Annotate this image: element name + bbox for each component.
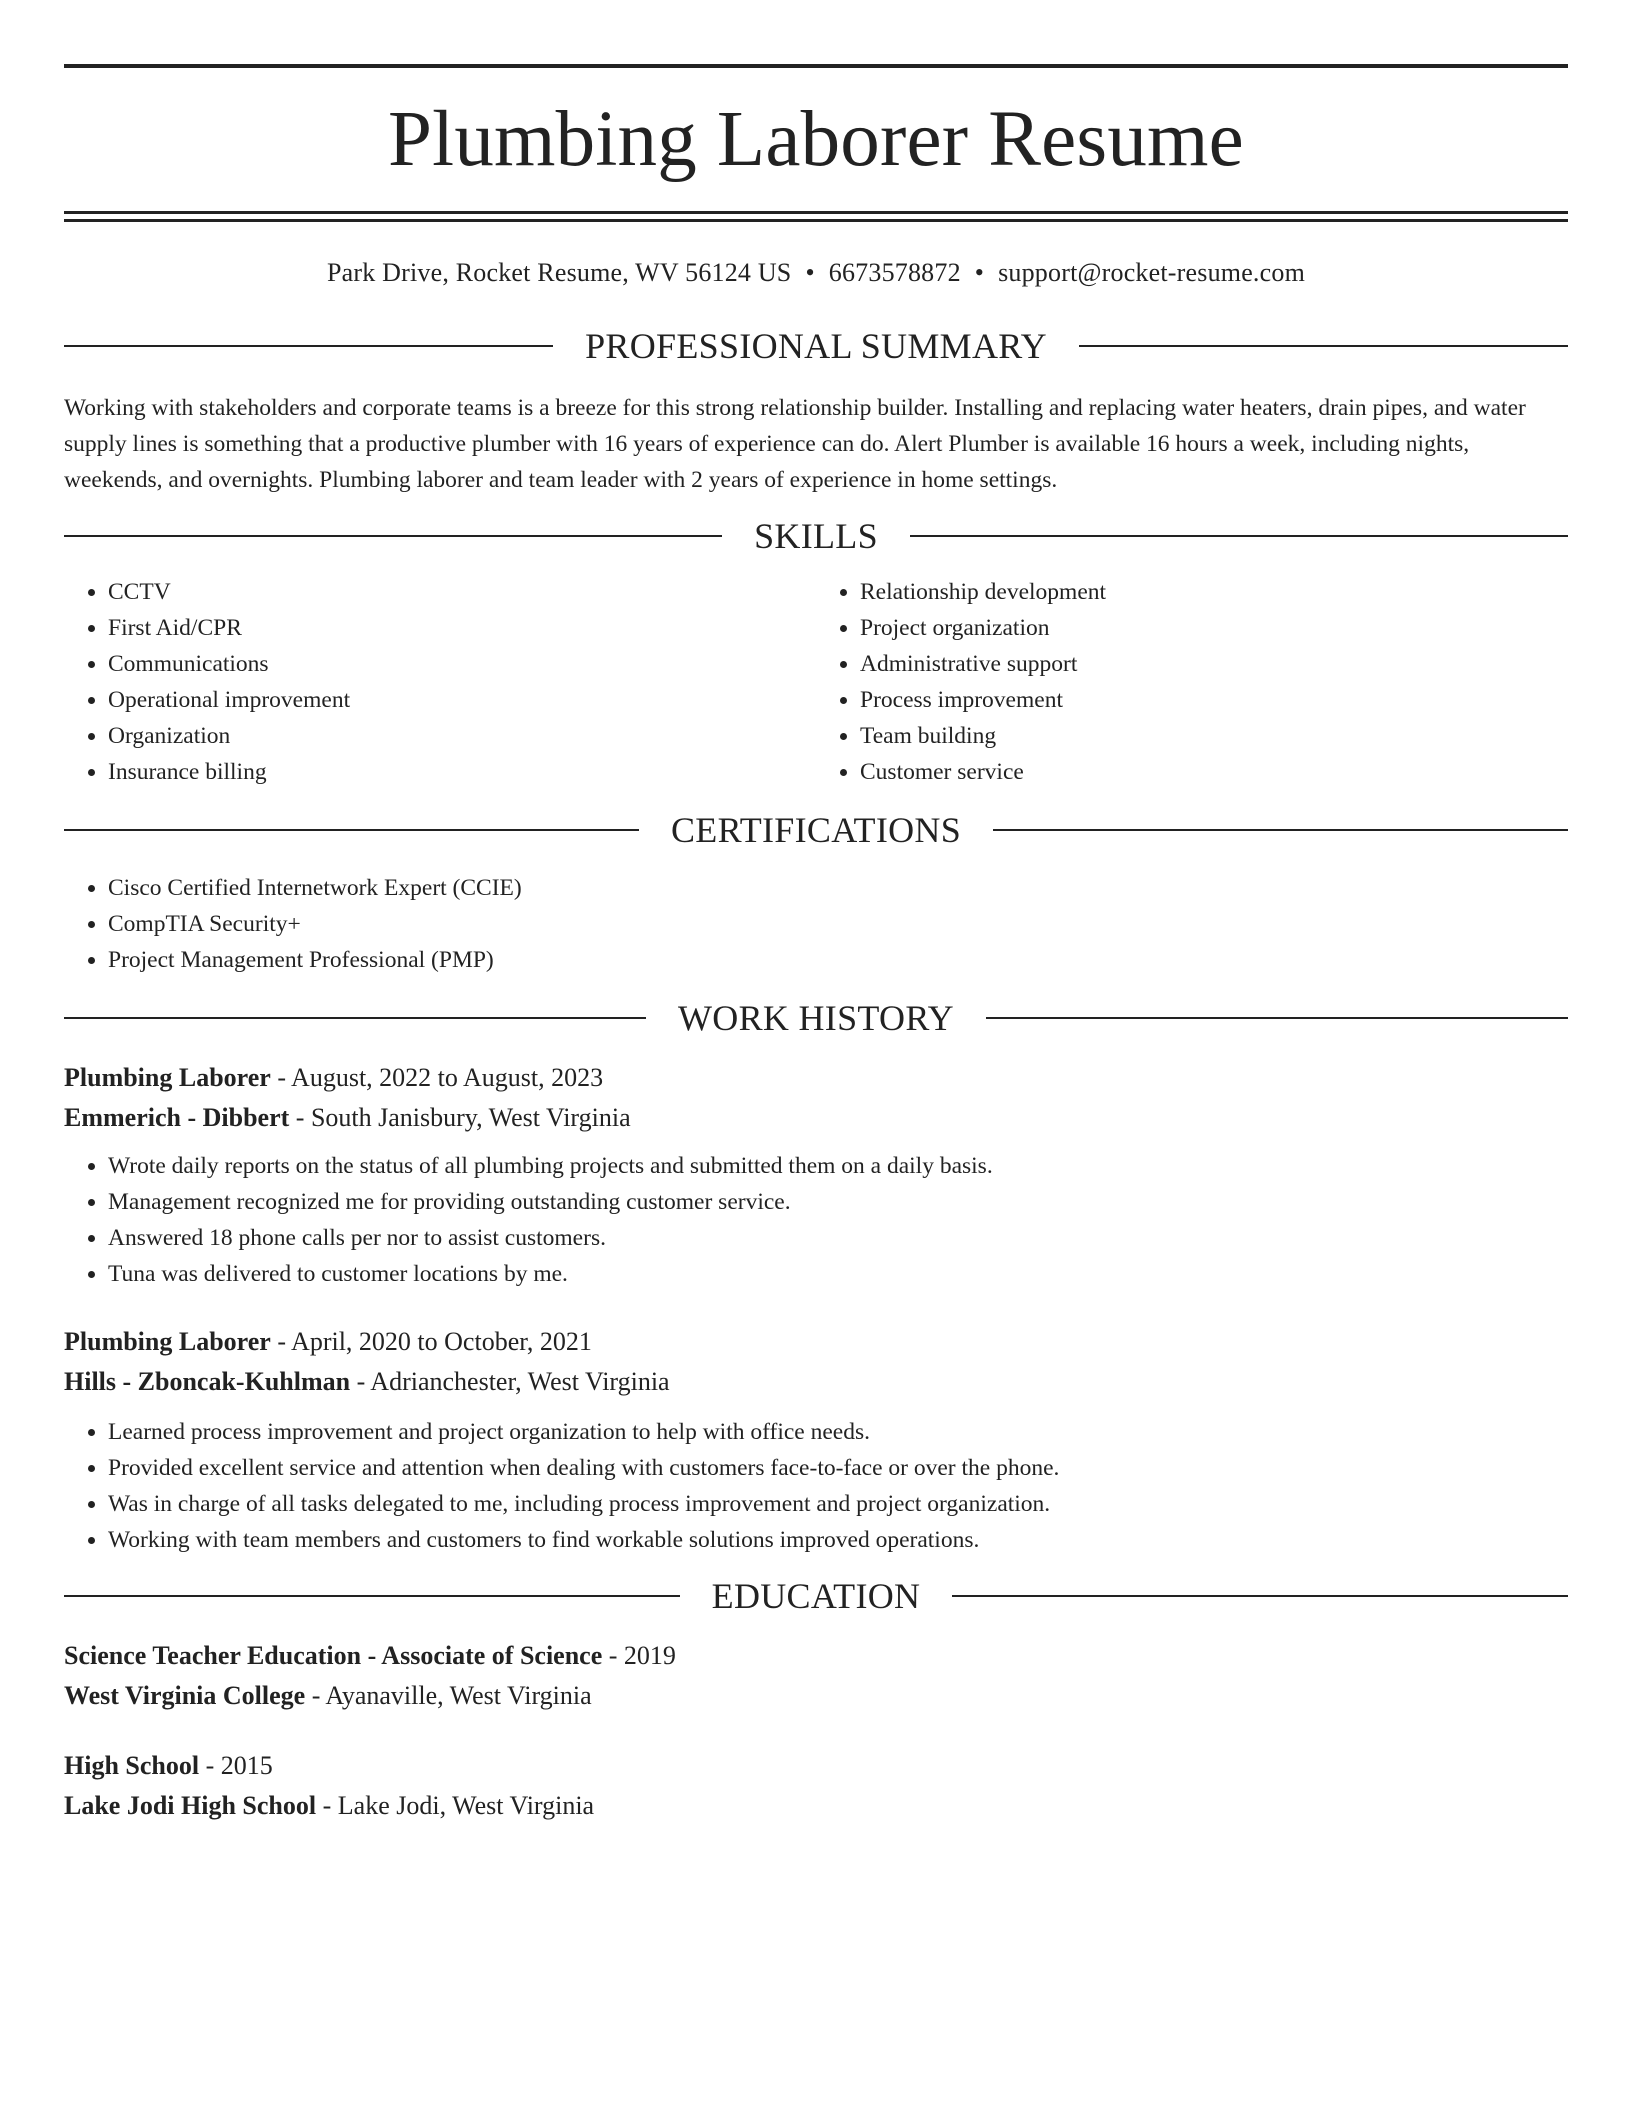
- section-title: WORK HISTORY: [678, 998, 954, 1038]
- section-heading-skills: [64, 518, 1568, 554]
- job-duties-list: [64, 1148, 1568, 1292]
- skill-item: • Customer service: [860, 754, 1568, 790]
- heading-rule: [1079, 345, 1568, 347]
- section-heading-work-history: [64, 1000, 1568, 1036]
- job-dates: - August, 2022 to August, 2023: [270, 1063, 604, 1092]
- skills-column-left: [64, 574, 816, 790]
- job-duty: • Wrote daily reports on the status of all plumbing projects and submitted them on a daily basis.: [108, 1148, 1568, 1184]
- skills-list: [64, 574, 816, 790]
- certifications-list: [64, 870, 1568, 978]
- job-duty: • Tuna was delivered to customer locations by me.: [108, 1256, 1568, 1292]
- heading-rule: [64, 535, 722, 537]
- title-double-rule: [64, 211, 1568, 222]
- degree-year: - 2019: [602, 1641, 676, 1670]
- school-location: - Lake Jodi, West Virginia: [316, 1791, 595, 1820]
- job-company-line: [64, 1098, 1568, 1138]
- heading-rule: [993, 829, 1568, 831]
- heading-rule: [952, 1595, 1568, 1597]
- skill-item: • Administrative support: [860, 646, 1568, 682]
- degree: Science Teacher Education - Associate of Science: [64, 1641, 603, 1670]
- section-title: EDUCATION: [711, 1576, 921, 1616]
- job-title: Plumbing Laborer: [64, 1327, 271, 1356]
- skill-item: • CCTV: [108, 574, 816, 610]
- skill-item: • Team building: [860, 718, 1568, 754]
- skill-item: • Process improvement: [860, 682, 1568, 718]
- job-dates: - April, 2020 to October, 2021: [270, 1327, 592, 1356]
- section-title: CERTIFICATIONS: [670, 810, 962, 850]
- degree: High School: [64, 1751, 200, 1780]
- contact-separator: •: [974, 258, 985, 287]
- job-duty: • Provided excellent service and attention when dealing with customers face-to-face or over the phone.: [108, 1450, 1568, 1486]
- education-entry: [64, 1746, 1568, 1826]
- school-location: - Ayanaville, West Virginia: [305, 1681, 592, 1710]
- job-title-line: [64, 1058, 1568, 1098]
- section-heading-education: [64, 1578, 1568, 1614]
- certification-item: • Cisco Certified Internetwork Expert (CCIE): [108, 870, 1568, 906]
- job-duty: • Learned process improvement and project organization to help with office needs.: [108, 1414, 1568, 1450]
- skills-list: [816, 574, 1568, 790]
- heading-rule: [64, 829, 639, 831]
- job-duty: • Management recognized me for providing outstanding customer service.: [108, 1184, 1568, 1220]
- skill-item: • First Aid/CPR: [108, 610, 816, 646]
- skill-item: • Relationship development: [860, 574, 1568, 610]
- degree-line: [64, 1636, 1568, 1676]
- degree-line: [64, 1746, 1568, 1786]
- top-rule: [64, 64, 1568, 68]
- job-duty: • Answered 18 phone calls per nor to assist customers.: [108, 1220, 1568, 1256]
- certification-item: • CompTIA Security+: [108, 906, 1568, 942]
- heading-rule: [986, 1017, 1568, 1019]
- contact-address: Park Drive, Rocket Resume, WV 56124 US: [326, 258, 792, 287]
- section-title: PROFESSIONAL SUMMARY: [585, 326, 1047, 366]
- job-duties-list: [64, 1414, 1568, 1558]
- job-duty: • Working with team members and customers to find workable solutions improved operations.: [108, 1522, 1568, 1558]
- contact-phone: 6673578872: [828, 258, 961, 287]
- school: Lake Jodi High School: [64, 1791, 317, 1820]
- skill-item: • Communications: [108, 646, 816, 682]
- contact-email: support@rocket-resume.com: [998, 258, 1306, 287]
- summary-paragraph: Working with stakeholders and corporate teams is a breeze for this strong relationship builder. Installing and replacing water heaters, drain pipes, and water supply lines is something that a productive plumber with 16 years of experience can do. Alert Plumber is available 16 hours a week, including nights, weekends, and overnights. Plumbing laborer and team leader with 2 years of experience in home settings.: [64, 395, 1526, 493]
- skill-item: • Insurance billing: [108, 754, 816, 790]
- job-company: Emmerich - Dibbert: [64, 1103, 290, 1132]
- job-duty: • Was in charge of all tasks delegated to me, including process improvement and project organization.: [108, 1486, 1568, 1522]
- job-entry: [64, 1058, 1568, 1292]
- job-location: - Adrianchester, West Virginia: [350, 1367, 670, 1396]
- section-heading-summary: [64, 328, 1568, 364]
- certification-item: • Project Management Professional (PMP): [108, 942, 1568, 978]
- section-title: SKILLS: [754, 516, 878, 556]
- job-company: Hills - Zboncak-Kuhlman: [64, 1367, 351, 1396]
- contact-line: [64, 260, 1568, 286]
- heading-rule: [64, 1595, 680, 1597]
- school-line: [64, 1786, 1568, 1826]
- school: West Virginia College: [64, 1681, 306, 1710]
- job-title-line: [64, 1322, 1568, 1362]
- skill-item: • Organization: [108, 718, 816, 754]
- section-heading-certifications: [64, 812, 1568, 848]
- job-entry: [64, 1322, 1568, 1558]
- skill-item: • Project organization: [860, 610, 1568, 646]
- skills-grid: [64, 574, 1568, 790]
- degree-year: - 2015: [199, 1751, 273, 1780]
- school-line: [64, 1676, 1568, 1716]
- job-title: Plumbing Laborer: [64, 1063, 271, 1092]
- job-location: - South Janisbury, West Virginia: [289, 1103, 631, 1132]
- heading-rule: [64, 1017, 646, 1019]
- education-entry: [64, 1636, 1568, 1716]
- skills-column-right: [816, 574, 1568, 790]
- contact-separator: •: [805, 258, 815, 287]
- heading-rule: [64, 345, 553, 347]
- skill-item: • Operational improvement: [108, 682, 816, 718]
- heading-rule: [910, 535, 1568, 537]
- job-company-line: [64, 1362, 1568, 1402]
- resume-title: Plumbing Laborer Resume: [388, 96, 1244, 183]
